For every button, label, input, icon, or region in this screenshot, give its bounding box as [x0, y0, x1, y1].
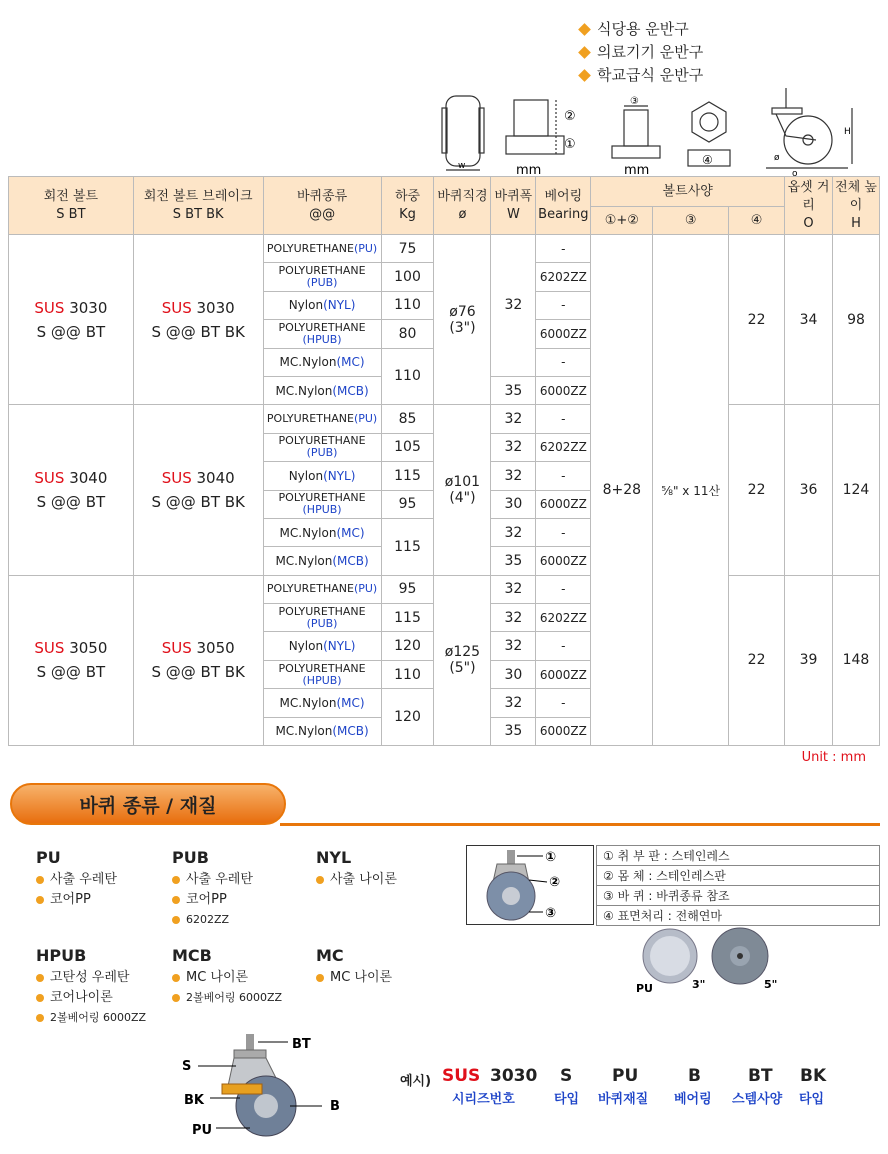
model-bt-cell: SUS 3030 S @@ BT [9, 235, 134, 405]
bullet-icon [172, 974, 180, 982]
bullet-icon [36, 896, 44, 904]
bullet-icon [36, 876, 44, 884]
height-cell: 124 [832, 405, 879, 575]
wheel-material-cell: POLYURETHANE (PUB) [263, 263, 381, 291]
load-cell: 105 [381, 433, 434, 461]
example-type2: 타입 [799, 1092, 825, 1107]
width-cell: 32 [491, 433, 536, 461]
load-cell: 110 [381, 291, 434, 319]
bearing-cell: - [536, 689, 591, 717]
use-item [580, 18, 703, 41]
bullet-icon [316, 876, 324, 884]
callout-pu: PU [192, 1123, 213, 1138]
header-height: 전체 높이 H [832, 177, 879, 235]
material-code: PU [36, 848, 61, 867]
wheel-material-cell: MC.Nylon(MCB) [263, 376, 381, 404]
height-cell: 148 [832, 575, 879, 745]
header-wheel-type: 바퀴종류 @@ [263, 177, 381, 235]
bolt-c12-cell: 8+28 [591, 235, 653, 746]
table-row [9, 405, 880, 433]
bearing-cell: 6000ZZ [536, 547, 591, 575]
callout-1: ① [545, 850, 557, 865]
header-offset: 옵셋 거리 O [785, 177, 833, 235]
header-bolt: 회전 볼트 S BT [9, 177, 134, 235]
example-s: S [560, 1066, 573, 1086]
width-cell: 32 [491, 632, 536, 660]
load-cell: 110 [381, 660, 434, 688]
spec-table [8, 176, 880, 746]
part-row: ③ 바 퀴 : 바퀴종류 참조 [597, 886, 880, 906]
bearing-cell: - [536, 575, 591, 603]
header-c3: ③ [653, 207, 729, 235]
material-item: 코어PP [172, 890, 253, 910]
diameter-cell: ø125 (5") [434, 575, 491, 745]
material-nyl [316, 848, 397, 890]
example-b: B [688, 1066, 701, 1086]
width-cell: 32 [491, 689, 536, 717]
wheel-material-cell: POLYURETHANE(PU) [263, 575, 381, 603]
dimension-diagrams [436, 86, 876, 176]
bullet-icon [316, 974, 324, 982]
phi-label: ø [774, 153, 780, 163]
wheel-material-cell: POLYURETHANE(PU) [263, 235, 381, 263]
caster-photo-box [466, 845, 594, 925]
parts-table [596, 845, 880, 926]
material-item: 6202ZZ [172, 910, 253, 930]
table-row [9, 235, 880, 263]
offset-cell: 34 [785, 235, 833, 405]
material-code: NYL [316, 848, 352, 867]
load-cell: 95 [381, 575, 434, 603]
offset-cell: 36 [785, 405, 833, 575]
model-bk-cell: SUS 3050 S @@ BT BK [133, 575, 263, 745]
wheel-3in-label: 3" [692, 978, 706, 991]
bearing-cell: 6000ZZ [536, 320, 591, 348]
width-cell: 32 [491, 462, 536, 490]
bearing-cell: - [536, 291, 591, 319]
example-material: 바퀴재질 [598, 1092, 649, 1107]
width-cell: 35 [491, 547, 536, 575]
header-bolt-spec: 볼트사양 [591, 177, 785, 207]
diamond-bullet-icon [578, 46, 591, 59]
diamond-bullet-icon [578, 69, 591, 82]
header-c12: ①+② [591, 207, 653, 235]
diameter-cell: ø76 (3") [434, 235, 491, 405]
example-stem: 스템사양 [732, 1092, 783, 1107]
wheel-material-cell: Nylon(NYL) [263, 632, 381, 660]
height-cell: 98 [832, 235, 879, 405]
wheel-samples [630, 926, 790, 996]
wheel-material-cell: MC.Nylon(MCB) [263, 547, 381, 575]
wheel-material-cell: MC.Nylon(MC) [263, 689, 381, 717]
dim-1-label: ① [564, 137, 576, 152]
bolt-c3-cell: ⅝" x 11산 [653, 235, 729, 746]
bearing-cell: 6000ZZ [536, 490, 591, 518]
section-title: 바퀴 종류 / 재질 [10, 783, 286, 825]
material-pub [172, 848, 253, 930]
bolt-c4-cell: 22 [729, 235, 785, 405]
example-prefix: 예시) [400, 1074, 432, 1089]
w-label: w [458, 161, 466, 171]
load-cell: 75 [381, 235, 434, 263]
header-bolt-brake: 회전 볼트 브레이크 S BT BK [133, 177, 263, 235]
dim-3-label: ③ [630, 96, 639, 107]
bearing-cell: 6000ZZ [536, 717, 591, 745]
material-code: MC [316, 946, 344, 965]
bullet-icon [172, 994, 180, 1002]
material-item: 코어PP [36, 890, 117, 910]
material-item: 2볼베어링 6000ZZ [172, 988, 282, 1008]
header-bearing: 베어링 Bearing [536, 177, 591, 235]
header-c4: ④ [729, 207, 785, 235]
callout-3: ③ [545, 906, 557, 921]
header-diameter: 바퀴직경 ø [434, 177, 491, 235]
model-bk-cell: SUS 3040 S @@ BT BK [133, 405, 263, 575]
material-code: PUB [172, 848, 209, 867]
bullet-icon [172, 896, 180, 904]
offset-cell: 39 [785, 575, 833, 745]
material-item: 고탄성 우레탄 [36, 968, 146, 988]
use-label: 식당용 운반구 [597, 20, 689, 38]
load-cell: 115 [381, 518, 434, 575]
load-cell: 115 [381, 604, 434, 632]
material-item: 2볼베어링 6000ZZ [36, 1008, 146, 1028]
table-row [9, 575, 880, 603]
callout-s: S [182, 1059, 192, 1074]
load-cell: 115 [381, 462, 434, 490]
width-cell: 35 [491, 717, 536, 745]
example-type: 타입 [554, 1092, 580, 1107]
example-bt: BT [748, 1066, 773, 1086]
wheel-5in-label: 5" [764, 978, 778, 991]
example-sus: SUS [442, 1066, 481, 1086]
wheel-material-cell: MC.Nylon(MCB) [263, 717, 381, 745]
unit-note: Unit : mm [801, 750, 866, 765]
wheel-material-cell: MC.Nylon(MC) [263, 518, 381, 546]
bearing-cell: - [536, 405, 591, 433]
diamond-bullet-icon [578, 23, 591, 36]
mm-label-2: mm [624, 163, 650, 176]
use-label: 의료기기 운반구 [597, 43, 704, 61]
part-row: ④ 표면처리 : 전해연마 [597, 906, 880, 926]
width-cell: 32 [491, 575, 536, 603]
bullet-icon [36, 974, 44, 982]
heading-rule [280, 823, 880, 826]
material-code: MCB [172, 946, 212, 965]
material-mcb [172, 946, 282, 1008]
callout-2: ② [549, 875, 561, 890]
header-load: 하중 Kg [381, 177, 434, 235]
material-item: MC 나이론 [172, 968, 282, 988]
example-num: 3030 [490, 1066, 538, 1086]
use-item [580, 64, 703, 87]
width-cell: 32 [491, 518, 536, 546]
caster-callout-diagram [170, 1030, 350, 1144]
material-pu [36, 848, 117, 910]
wheel-width-diagram [442, 96, 484, 170]
material-item: 코어나이론 [36, 988, 146, 1008]
wheel-material-cell: POLYURETHANE (HPUB) [263, 490, 381, 518]
dim-2-label: ② [564, 109, 576, 124]
h-label: H [844, 127, 851, 137]
material-mc [316, 946, 392, 988]
wheel-material-cell: POLYURETHANE (PUB) [263, 604, 381, 632]
material-item: 사출 우레탄 [172, 870, 253, 890]
bolt-front-diagram [612, 106, 660, 158]
bearing-cell: - [536, 348, 591, 376]
material-item: 사출 우레탄 [36, 870, 117, 890]
diameter-cell: ø101 (4") [434, 405, 491, 575]
example-series: 시리즈번호 [452, 1092, 515, 1107]
wheel-material-cell: POLYURETHANE(PU) [263, 405, 381, 433]
header-width: 바퀴폭 W [491, 177, 536, 235]
load-cell: 80 [381, 320, 434, 348]
bearing-cell: - [536, 462, 591, 490]
wheel-pu-label: PU [636, 982, 653, 995]
width-cell: 35 [491, 376, 536, 404]
model-bt-cell: SUS 3050 S @@ BT [9, 575, 134, 745]
dim-4-label: ④ [702, 153, 713, 167]
material-item: 사출 나이론 [316, 870, 397, 890]
bearing-cell: - [536, 518, 591, 546]
example-pu: PU [612, 1066, 639, 1086]
load-cell: 100 [381, 263, 434, 291]
wheel-material-cell: POLYURETHANE (PUB) [263, 433, 381, 461]
width-cell: 32 [491, 405, 536, 433]
use-item [580, 41, 703, 64]
wheel-material-cell: MC.Nylon(MC) [263, 348, 381, 376]
use-label: 학교급식 운반구 [597, 66, 704, 84]
spec-body [9, 235, 880, 746]
bearing-cell: 6202ZZ [536, 604, 591, 632]
width-cell: 32 [491, 604, 536, 632]
load-cell: 120 [381, 632, 434, 660]
o-label: o [792, 169, 798, 176]
bullet-icon [172, 876, 180, 884]
material-code: HPUB [36, 946, 87, 965]
bearing-cell: 6000ZZ [536, 660, 591, 688]
use-list [580, 18, 703, 87]
bolt-side-diagram [506, 100, 564, 154]
model-bt-cell: SUS 3040 S @@ BT [9, 405, 134, 575]
bolt-c4-cell: 22 [729, 575, 785, 745]
example-bearing: 베어링 [674, 1092, 712, 1107]
bearing-cell: - [536, 235, 591, 263]
wheel-material-cell: Nylon(NYL) [263, 291, 381, 319]
material-hpub [36, 946, 146, 1028]
part-row: ② 몸 체 : 스테인레스판 [597, 866, 880, 886]
wheel-material-cell: POLYURETHANE (HPUB) [263, 660, 381, 688]
load-cell: 95 [381, 490, 434, 518]
callout-bt: BT [292, 1037, 311, 1052]
caster-photo-icon [467, 846, 593, 924]
model-bk-cell: SUS 3030 S @@ BT BK [133, 235, 263, 405]
part-row: ① 취 부 판 : 스테인레스 [597, 846, 880, 866]
bullet-icon [36, 994, 44, 1002]
width-cell: 32 [491, 235, 536, 377]
bolt-c4-cell: 22 [729, 405, 785, 575]
bearing-cell: - [536, 632, 591, 660]
load-cell: 85 [381, 405, 434, 433]
width-cell: 30 [491, 490, 536, 518]
material-item: MC 나이론 [316, 968, 392, 988]
bullet-icon [172, 916, 180, 924]
load-cell: 120 [381, 689, 434, 746]
load-cell: 110 [381, 348, 434, 405]
bullet-icon [36, 1014, 44, 1022]
bearing-cell: 6202ZZ [536, 263, 591, 291]
wheel-material-cell: POLYURETHANE (HPUB) [263, 320, 381, 348]
callout-bk: BK [184, 1093, 204, 1108]
bearing-cell: 6202ZZ [536, 433, 591, 461]
mm-label: mm [516, 163, 542, 176]
example-bk: BK [800, 1066, 827, 1086]
bearing-cell: 6000ZZ [536, 376, 591, 404]
wheel-material-cell: Nylon(NYL) [263, 462, 381, 490]
callout-b: B [330, 1099, 340, 1114]
width-cell: 30 [491, 660, 536, 688]
